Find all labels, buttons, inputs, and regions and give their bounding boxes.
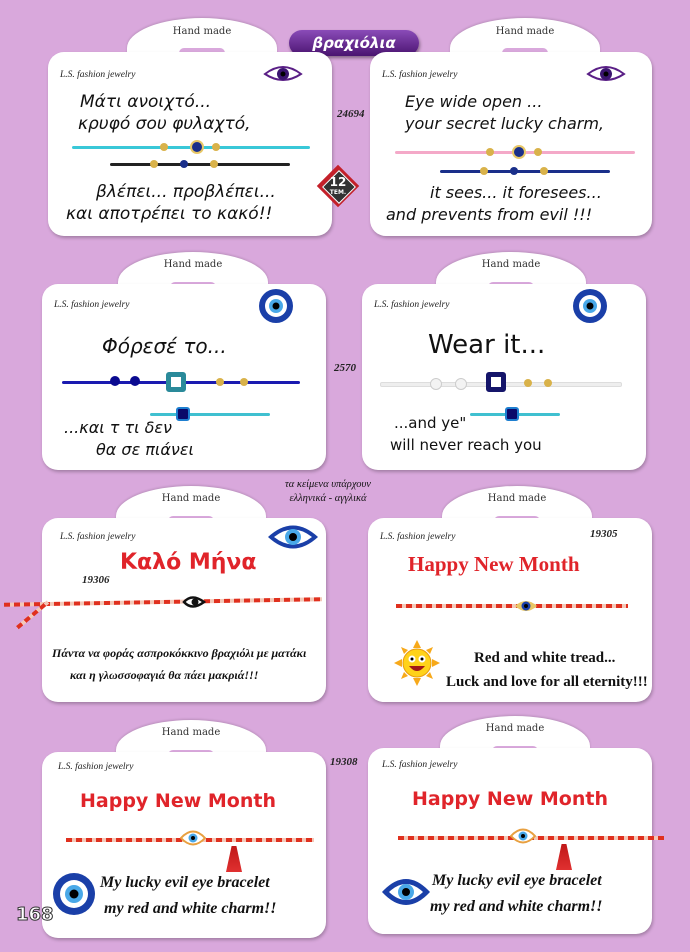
hand-made-label: Hand made bbox=[485, 723, 545, 734]
charm-bead bbox=[240, 378, 248, 386]
evil-eye-icon bbox=[380, 872, 432, 912]
brand-label: L.S. fashion jewelry bbox=[382, 760, 458, 770]
product-code: 24694 bbox=[337, 108, 365, 120]
note-line-2: ελληνικά - αγγλικά bbox=[289, 493, 367, 504]
card-3-line-3: θα σε πιάνει bbox=[96, 440, 194, 459]
card-2-line-1: Eye wide open ... bbox=[405, 92, 543, 111]
charm-bead bbox=[180, 160, 188, 168]
card-7-line-2: My lucky evil eye bracelet bbox=[100, 874, 270, 891]
hand-made-label: Hand made bbox=[161, 493, 221, 504]
evil-eye-icon bbox=[52, 872, 96, 916]
card-6-line-1: Happy New Month bbox=[408, 552, 580, 576]
brand-label: L.S. fashion jewelry bbox=[54, 300, 130, 310]
smiley-icon bbox=[394, 640, 440, 686]
bracelet-cord bbox=[150, 413, 270, 416]
card-2-line-2: your secret lucky charm, bbox=[405, 114, 605, 133]
charm-bead bbox=[190, 140, 204, 154]
charm-bead bbox=[150, 160, 158, 168]
hand-made-label: Hand made bbox=[161, 727, 221, 738]
eye-charm bbox=[510, 825, 536, 847]
card-5-line-3: και η γλωσσοφαγιά θα πάει μακριά!!! bbox=[70, 668, 259, 682]
charm-bead bbox=[216, 378, 224, 386]
card-1-line-1: Μάτι ανοιχτό... bbox=[80, 92, 212, 112]
evil-eye-icon bbox=[572, 288, 608, 324]
card-1-line-3: βλέπει... προβλέπει... bbox=[96, 182, 276, 202]
card-7-line-1: Happy New Month bbox=[80, 790, 276, 812]
charm-bead bbox=[130, 376, 140, 386]
hand-made-label: Hand made bbox=[481, 259, 541, 270]
eye-icon bbox=[263, 64, 303, 84]
eye-icon bbox=[266, 520, 320, 554]
charm-bead bbox=[212, 143, 220, 151]
card-4-line-3: will never reach you bbox=[390, 436, 542, 454]
charm-bead bbox=[486, 372, 506, 392]
brand-label: L.S. fashion jewelry bbox=[58, 762, 134, 772]
badge-unit: ΤΕΜ. bbox=[329, 189, 347, 196]
note-line-1: τα κείμενα υπάρχουν bbox=[285, 479, 371, 490]
charm-bead bbox=[534, 148, 542, 156]
card-4-line-1: Wear it... bbox=[428, 330, 546, 360]
evil-eye-icon bbox=[258, 288, 294, 324]
brand-label: L.S. fashion jewelry bbox=[374, 300, 450, 310]
badge-count: 12 bbox=[329, 175, 347, 189]
card-7-line-3: my red and white charm!! bbox=[104, 900, 277, 917]
page-number: 168 bbox=[16, 904, 54, 925]
card-2-line-3: it sees... it foresees... bbox=[430, 183, 602, 202]
brand-label: L.S. fashion jewelry bbox=[60, 532, 136, 542]
charm-bead bbox=[544, 379, 552, 387]
charm-bead bbox=[455, 378, 467, 390]
eye-charm bbox=[180, 827, 206, 849]
charm-bead bbox=[510, 167, 518, 175]
charm-bead bbox=[160, 143, 168, 151]
brand-label: L.S. fashion jewelry bbox=[380, 532, 456, 542]
hand-made-label: Hand made bbox=[163, 259, 223, 270]
card-6-line-3: Luck and love for all eternity!!! bbox=[446, 674, 648, 690]
hand-made-label: Hand made bbox=[172, 26, 232, 37]
card-5-line-2: Πάντα να φοράς ασπροκόκκινο βραχιόλι με ματάκι bbox=[52, 646, 307, 660]
bracelet-cord bbox=[440, 170, 610, 173]
product-code: 19308 bbox=[330, 756, 358, 768]
bracelet-cord bbox=[110, 163, 290, 166]
card-2-line-4: and prevents from evil !!! bbox=[386, 205, 593, 224]
card-4-line-2: ...and ye" bbox=[394, 414, 467, 432]
charm-bead bbox=[480, 167, 488, 175]
product-code: 2570 bbox=[334, 362, 356, 374]
card-8-line-3: my red and white charm!! bbox=[430, 898, 603, 915]
card-8-line-1: Happy New Month bbox=[412, 788, 608, 810]
brand-label: L.S. fashion jewelry bbox=[60, 70, 136, 80]
teardrop-charm bbox=[182, 593, 206, 611]
product-code: 19306 bbox=[82, 574, 110, 586]
quantity-badge bbox=[318, 166, 360, 208]
charm-bead bbox=[430, 378, 442, 390]
charm-bead bbox=[166, 372, 186, 392]
header-title: βραχιόλια bbox=[312, 34, 396, 52]
charm-bead bbox=[176, 407, 190, 421]
charm-bead bbox=[512, 145, 526, 159]
card-8-line-2: My lucky evil eye bracelet bbox=[432, 872, 602, 889]
product-code: 19305 bbox=[590, 528, 618, 540]
hand-made-label: Hand made bbox=[495, 26, 555, 37]
card-3-line-1: Φόρεσέ το... bbox=[102, 334, 227, 358]
charm-bead bbox=[540, 167, 548, 175]
charm-bead bbox=[110, 376, 120, 386]
brand-label: L.S. fashion jewelry bbox=[382, 70, 458, 80]
charm-bead bbox=[524, 379, 532, 387]
card-6-line-2: Red and white tread... bbox=[474, 650, 616, 666]
hand-made-label: Hand made bbox=[487, 493, 547, 504]
card-3-line-2: ...και τ τι δεν bbox=[64, 418, 172, 437]
card-1-line-2: κρυφό σου φυλαχτό, bbox=[78, 114, 251, 134]
eye-charm bbox=[514, 598, 538, 614]
charm-bead bbox=[486, 148, 494, 156]
card-1-line-4: και αποτρέπει το κακό!! bbox=[66, 204, 273, 224]
language-note bbox=[258, 478, 398, 506]
eye-icon bbox=[586, 64, 626, 84]
card-5-line-1: Καλό Μήνα bbox=[120, 550, 257, 575]
bracelet-cord bbox=[396, 604, 628, 608]
charm-bead bbox=[210, 160, 218, 168]
charm-bead bbox=[505, 407, 519, 421]
